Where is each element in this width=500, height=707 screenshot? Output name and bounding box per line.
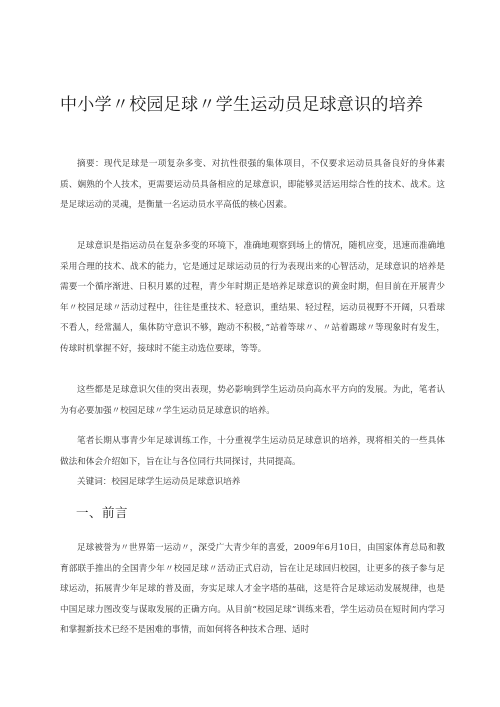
body-paragraph-6: 足球被誉为〃世界第一运动〃，深受广大青少年的喜爱，2009年6月10日，由国家体育总局和教育部联手推出的全国青少年〃校园足球〃活动正式启动，旨在让足球回归校园，让更多的孩子参与足球运动，拓展青少年足球的普及面，夯实足球人才金字塔的基础，这是符合足球运动发展规律，也是中国足球力图改变与谋取发展的正确方向。从目前“校园足球”训练来看，学生运动员在短时间内学习和掌握新技术已经不是困难的事情，而如何将各种技术合理、适时 — [60, 543, 445, 635]
document-title: 中小学〃校园足球〃学生运动员足球意识的培养 — [60, 95, 424, 115]
body-paragraph-3: 这些都是足球意识欠佳的突出表现，势必影响到学生运动员向高水平方向的发展。为此，笔者认为有必要加强〃校园足球〃学生运动员足球意识的培养。 — [60, 385, 445, 416]
section-heading: 一、前言 — [76, 505, 129, 520]
body-paragraph-2: 足球意识是指运动员在复杂多变的环境下，准确地观察到场上的情况，随机应变，迅速而准确地采用合理的技术、战术的能力，它是通过足球运动员的行为表现出来的心智活动，足球意识的培养是需要一个循序渐进、日积月累的过程，青少年时期正是培养足球意识的黄金时期，但目前在开展青少年〃校园足球〃活动过程中，往往是重技术、轻意识，重结果、轻过程，运动员视野不开阔，只看球不看人，经常漏人，集体防守意识不够，跑动不积极，”站着等球〃、〃站着踢球〃等现象时有发生，传球时机掌握不好，接球时不能主动选位要球，等等。 — [60, 241, 445, 354]
keywords-line: 关键词：校园足球学生运动员足球意识培养 — [77, 477, 241, 487]
body-paragraph-4: 笔者长期从事青少年足球训练工作，十分重视学生运动员足球意识的培养，现将相关的一些具体做法和体会介绍如下，旨在让与各位同行共同探讨，共同提高。 — [60, 436, 445, 467]
abstract-paragraph: 摘要：现代足球是一项复杂多变、对抗性很强的集体项目，不仅要求运动员具备良好的身体素质、娴熟的个人技术，更需要运动员具备相应的足球意识，即能够灵活运用综合性的技术、战术。这是足球运动的灵魂，是衡量一名运动员水平高低的核心因素。 — [60, 159, 445, 210]
